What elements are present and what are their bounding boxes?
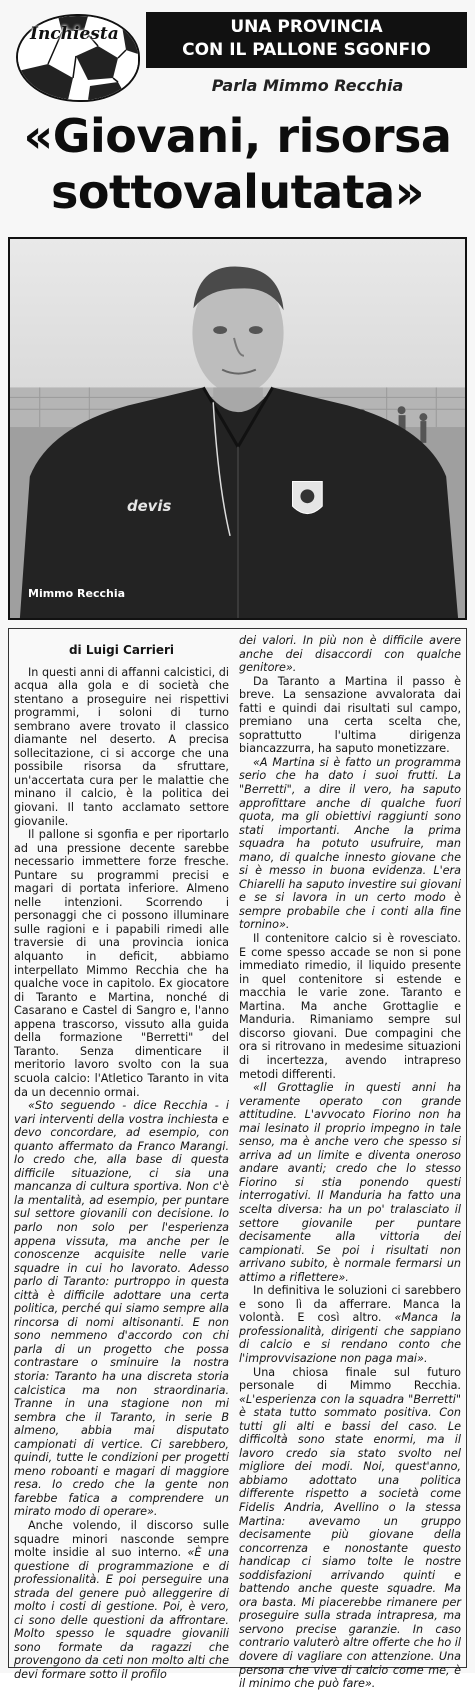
byline: di Luigi Carrieri <box>68 643 175 657</box>
paragraph <box>239 1284 461 1365</box>
speaker-line: Parla Mimmo Recchia <box>211 76 404 95</box>
paragraph-text: Una chiosa finale sul futuro personale di Mimmo Recchia. <box>239 1365 461 1393</box>
paragraph: Il pallone si sgonfia e per riportarlo ad una pressione decente sarebbe necessario immettere forze fresche. Puntare su programmi precisi e magari di portata inferiore. Almeno nelle intenzioni. Scorrendo i personaggi che ci possono illuminare sulle ragioni e i papabili rimedi alle traversie di una provincia ionica alquanto in deficit, abbiamo interpellato Mimmo Recchia che ha qualche voce in capitolo. Ex giocatore di Taranto e Martina, nonché di Casarano e Castel di Sangro e, l'anno appena trascorso, vissuto alla guida della formazione "Berretti" del Taranto. Senza dimenticare il meritorio lavoro svolto con la sua scuola calcio: l'Atletico Taranto in vita da un decennio ormai. <box>14 828 229 1099</box>
paragraph-quote: «È una questione di programmazione e di professionalità. E poi perseguire una strada del genere può alleggerire di molto i costi di gestione. Poi, è vero, ci sono delle questioni da affrontare. Molto spesso le squadre giovanili sono formate da ragazzi che provengono da ceti non molto alti che devi formare sotto il profilo <box>14 1546 229 1682</box>
inquiry-banner <box>146 12 467 68</box>
jacket-brand-text: devis <box>126 497 172 516</box>
portrait-photo <box>8 237 467 620</box>
headline <box>8 108 467 220</box>
quote-paragraph: «A Martina si è fatto un programma serio che ha dato i suoi frutti. La "Berretti", a dire il vero, ha saputo approfittare anche di qualche fuori quota, ma gli obiettivi raggiunti sono stati importanti. Anche la prima squadra ha potuto usufruire, man mano, di qualche innesto giovane che si è messo in buona evidenza. L'era Chiarelli ha saputo investire sui giovani e se si lavora in un certo modo è sempre probabile che i conti alla fine tornino». <box>239 755 461 932</box>
photo-caption: Mimmo Recchia <box>28 587 126 600</box>
quote-paragraph: «Sto seguendo - dice Recchia - i vari interventi della vostra inchiesta e devo concordare, ad esempio, con quanto affermato da Franco Marangi. Io credo che, alla base di questa difficile situazione, ci sia una mancanza di cultura sportiva. Non c'è la mentalità, ad esempio, per puntare sul settore giovanili con decisione. Io parlo non solo per l'esperienza appena vissuta, ma anche per le conoscenze acquisite nelle varie squadre in cui ho lavorato. Adesso parlo di Taranto: purtroppo in questa città è difficile adottare una certa politica, perché qui siamo sempre alla rincorsa di nomi altisonanti. E non sono nemmeno d'accordo con chi parla di un progetto che possa contrastare o sminuire la nostra storia: Taranto ha una discreta storia calcistica ma non straordinaria. Tranne in una stagione non mi sembra che il Taranto, in serie B almeno, abbia mai disputato campionati di vertice. Ci sarebbero, quindi, tutte le condizioni per progetti meno roboanti e magari di maggiore resa. Io credo che la gente non farebbe fatica a comprendere un mirato modo di operare». <box>14 1099 229 1519</box>
article-column-left <box>14 634 229 1682</box>
banner-line-1: UNA PROVINCIA <box>230 17 383 37</box>
headline-line-2: sottovalutata» <box>51 165 424 219</box>
paragraph-text: In definitiva le soluzioni ci sarebbero e sono lì da afferrare. Manca la volontà. E così altro. <box>239 1284 461 1325</box>
paragraph: In questi anni di affanni calcistici, di acqua alla gola e di società che stentano a proseguire nei rispettivi programmi, i soloni di turno sembrano avere trovato il classico diamante nel deserto. A precisa sollecitazione, ci si accorge che una possibile risorsa da sfruttare, un'accertata cura per le malattie che minano il calcio, è la politica dei giovani. Il tanto acclamato settore giovanile. <box>14 665 229 828</box>
portrait-illustration <box>10 239 465 618</box>
paragraph: Il contenitore calcio si è rovesciato. E come spesso accade se non si pone immediato rimedio, il liquido presente in quel contenitore si estende e macchia le varie zone. Taranto e Martina. Ma anche Grottaglie e Manduria. Rimaniamo sempre sul discorso giovani. Due compagini che ora si ritrovano in medesime situazioni di incertezza, avendo intrapreso metodi differenti. <box>239 932 461 1081</box>
section-kicker: Inchiesta <box>30 24 119 44</box>
paragraph <box>14 1519 229 1682</box>
quote-continuation: dei valori. In più non è difficile avere anche dei disaccordi con qualche genitore». <box>239 634 461 675</box>
quote-paragraph: «Il Grottaglie in questi anni ha veramente operato con grande attitudine. L'avvocato Fiorino non ha mai lesinato il proprio impegno in tale senso, ma è anche vero che spesso si arriva ad un limite e diventa oneroso andare avanti; credo che lo stesso Fiorino si stia ponendo questi interrogativi. Il Manduria ha fatto una scelta diversa: ha un po' tralasciato il settore giovanile per puntare decisamente alla vittoria dei campionati. Se poi i risultati non arrivano subito, è normale fermarsi un attimo a riflettere». <box>239 1081 461 1284</box>
paragraph-quote: «L'esperienza con la squadra "Berretti" è stata tutto sommato positiva. Con tutti gli alti e bassi del caso. Le difficoltà sono state enormi, ma il lavoro credo sia stato svolto nel migliore dei modi. Noi, quest'anno, abbiamo adottato una politica differente rispetto a società come Fidelis Andria, Avellino o la stessa Martina: avevamo un gruppo decisamente più giovane della concorrenza e nonostante questo handicap ci siamo tolte le nostre soddisfazioni arrivando quinti e battendo anche queste squadre. Ma ora basta. Mi piacerebbe rimanere per proseguire sulla strada intrapresa, ma servono precise garanzie. In caso contrario valuterò altre offerte che ho il dovere di vagliare con attenzione. Una persona che vive di calcio come me, è il minimo che può fare». <box>239 1392 461 1691</box>
section-header <box>8 6 467 102</box>
paragraph-text: Anche volendo, il discorso sulle squadre minori nasconde sempre molte insidie al suo interno. <box>14 1519 229 1560</box>
paragraph-quote: «Manca la professionalità, dirigenti che sappiano di calcio e si rendano conto che l'improvvisazione non paga mai». <box>239 1311 462 1365</box>
paragraph <box>239 1366 461 1691</box>
article-column-right <box>239 634 461 1691</box>
paragraph: Da Taranto a Martina il passo è breve. La sensazione avvalorata dai fatti e quindi dai risultati sul campo, premiano una certa scelta che, soprattutto l'ultima dirigenza biancazzurra, ha saputo monetizzare. <box>239 674 461 756</box>
headline-line-1: «Giovani, risorsa <box>23 109 452 163</box>
banner-line-2: CON IL PALLONE SGONFIO <box>182 40 431 60</box>
